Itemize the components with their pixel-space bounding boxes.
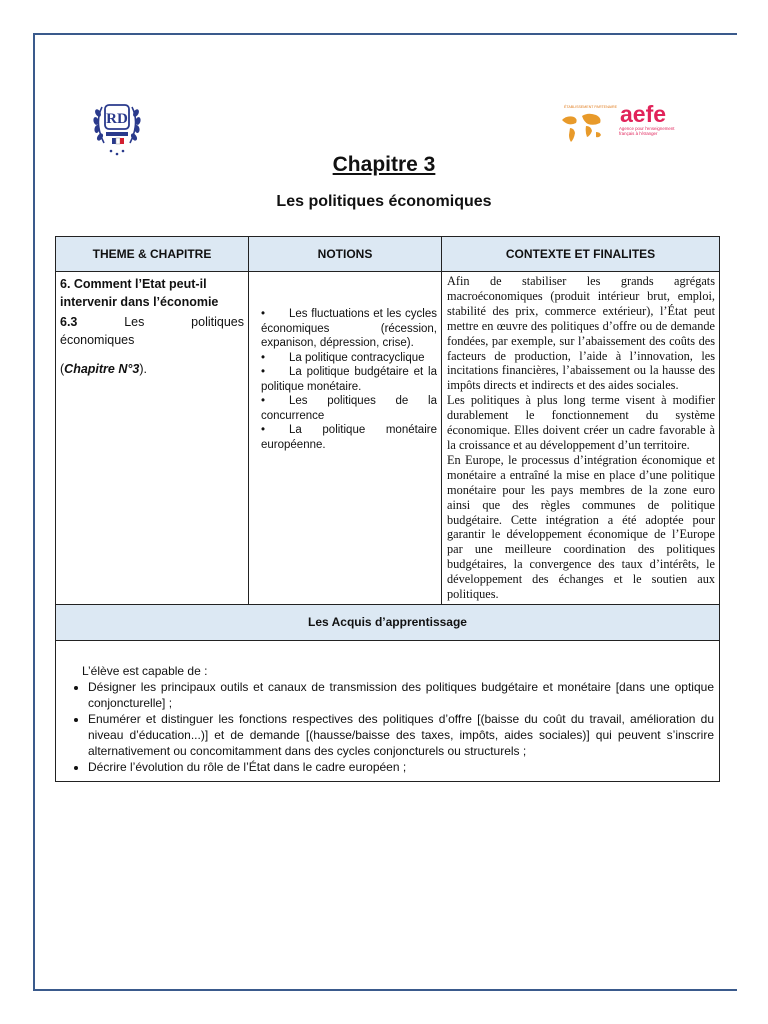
theme-number-line: 6.3 Les politiques	[60, 315, 244, 329]
header-notions: NOTIONS	[249, 237, 442, 272]
table-row	[56, 272, 720, 605]
programme-table	[55, 236, 720, 782]
table-header-row	[56, 237, 720, 272]
notions-cell	[249, 272, 442, 605]
chapter-ref: (Chapitre N°3).	[60, 362, 147, 376]
contexte-paragraph: Les politiques à plus long terme visent à modifier durablement le fonctionnement du système économique. Elles doivent créer un cadre favorable à la croissance et au développement d’un territoire.	[447, 393, 715, 452]
acquis-header-row	[56, 604, 720, 640]
acquis-intro: L’élève est capable de :	[82, 663, 208, 678]
aefe-brand: aefe	[620, 101, 667, 127]
rd-laurel-crest-icon	[92, 93, 142, 159]
list-item: • Décrire l’évolution du rôle de l’État dans le cadre européen ;	[88, 759, 714, 775]
notion-item: • Les politiques de la concurrence	[261, 395, 437, 422]
acquis-body-row	[56, 640, 720, 781]
notion-item: • La politique budgétaire et la politique monétaire.	[261, 366, 437, 393]
theme-question: 6. Comment l’Etat peut-il intervenir dans l’économie	[60, 277, 219, 309]
partner-label: ÉTABLISSEMENT PARTENAIRE	[564, 105, 618, 109]
world-map-icon	[558, 98, 680, 150]
page-border-bottom	[33, 989, 737, 991]
aefe-logo	[558, 98, 680, 150]
list-item: • Désigner les principaux outils et canaux de transmission des politiques budgétaire et monétaire [dans une optique conjoncturelle] ;	[88, 679, 714, 711]
list-item: • Enumérer et distinguer les fonctions respectives des politiques d’offre [(baisse du coût du travail, amélioration du niveau d’éducation...)] et de demande [(hausse/baisse des taxes, impôts, aides sociales)] qui peuvent s’inscrire alternativement ou concomitamment dans des cycles conjoncturels ou structurels ;	[88, 711, 714, 759]
acquis-title: Les Acquis d’apprentissage	[56, 604, 720, 640]
notion-item: • La politique contracyclique	[261, 351, 425, 364]
contexte-paragraph: Afin de stabiliser les grands agrégats macroéconomiques (produit intérieur brut, emploi, stabilité des prix, commerce extérieur), l’État peut mettre en œuvre des politiques d’offre ou de demande fondées, par exemple, sur l’abaissement des coûts des facteurs de production, l’aide à l’innovation, les incitations financières, l’abaissement ou la hausse des impôts directs et indirects et des aides sociales.	[447, 274, 715, 393]
acquis-cell	[56, 640, 720, 781]
notion-item: • La politique monétaire européenne.	[261, 424, 437, 451]
contexte-paragraph: En Europe, le processus d’intégration économique et monétaire a entraîné la mise en place d’une politique monétaire pour les pays membres de la zone euro ainsi que des règles communes de politique budgétaire. Cette intégration a été adoptée pour garantir le développement économique de l’Europe par une meilleure coordination des politiques budgétaires, la convergence des taux d’intérêts, le développement des échanges et le soutien aux politiques.	[447, 452, 715, 602]
chapter-title: Chapitre 3	[332, 153, 436, 176]
theme-cell	[56, 272, 249, 605]
notion-item: • Les fluctuations et les cycles économiques (récession, expanison, dépression, crise).	[261, 308, 437, 349]
contexte-cell	[442, 272, 720, 605]
aefe-tagline: Agence pour l'enseignement français à l'étranger	[619, 126, 675, 137]
header-theme: THEME & CHAPITRE	[56, 237, 249, 272]
chapter-subtitle: Les politiques économiques	[276, 193, 492, 210]
acquis-list	[68, 679, 714, 775]
theme-label: économiques	[60, 333, 135, 347]
svg-text:RD: RD	[106, 111, 128, 127]
header-contexte: CONTEXTE ET FINALITES	[442, 237, 720, 272]
